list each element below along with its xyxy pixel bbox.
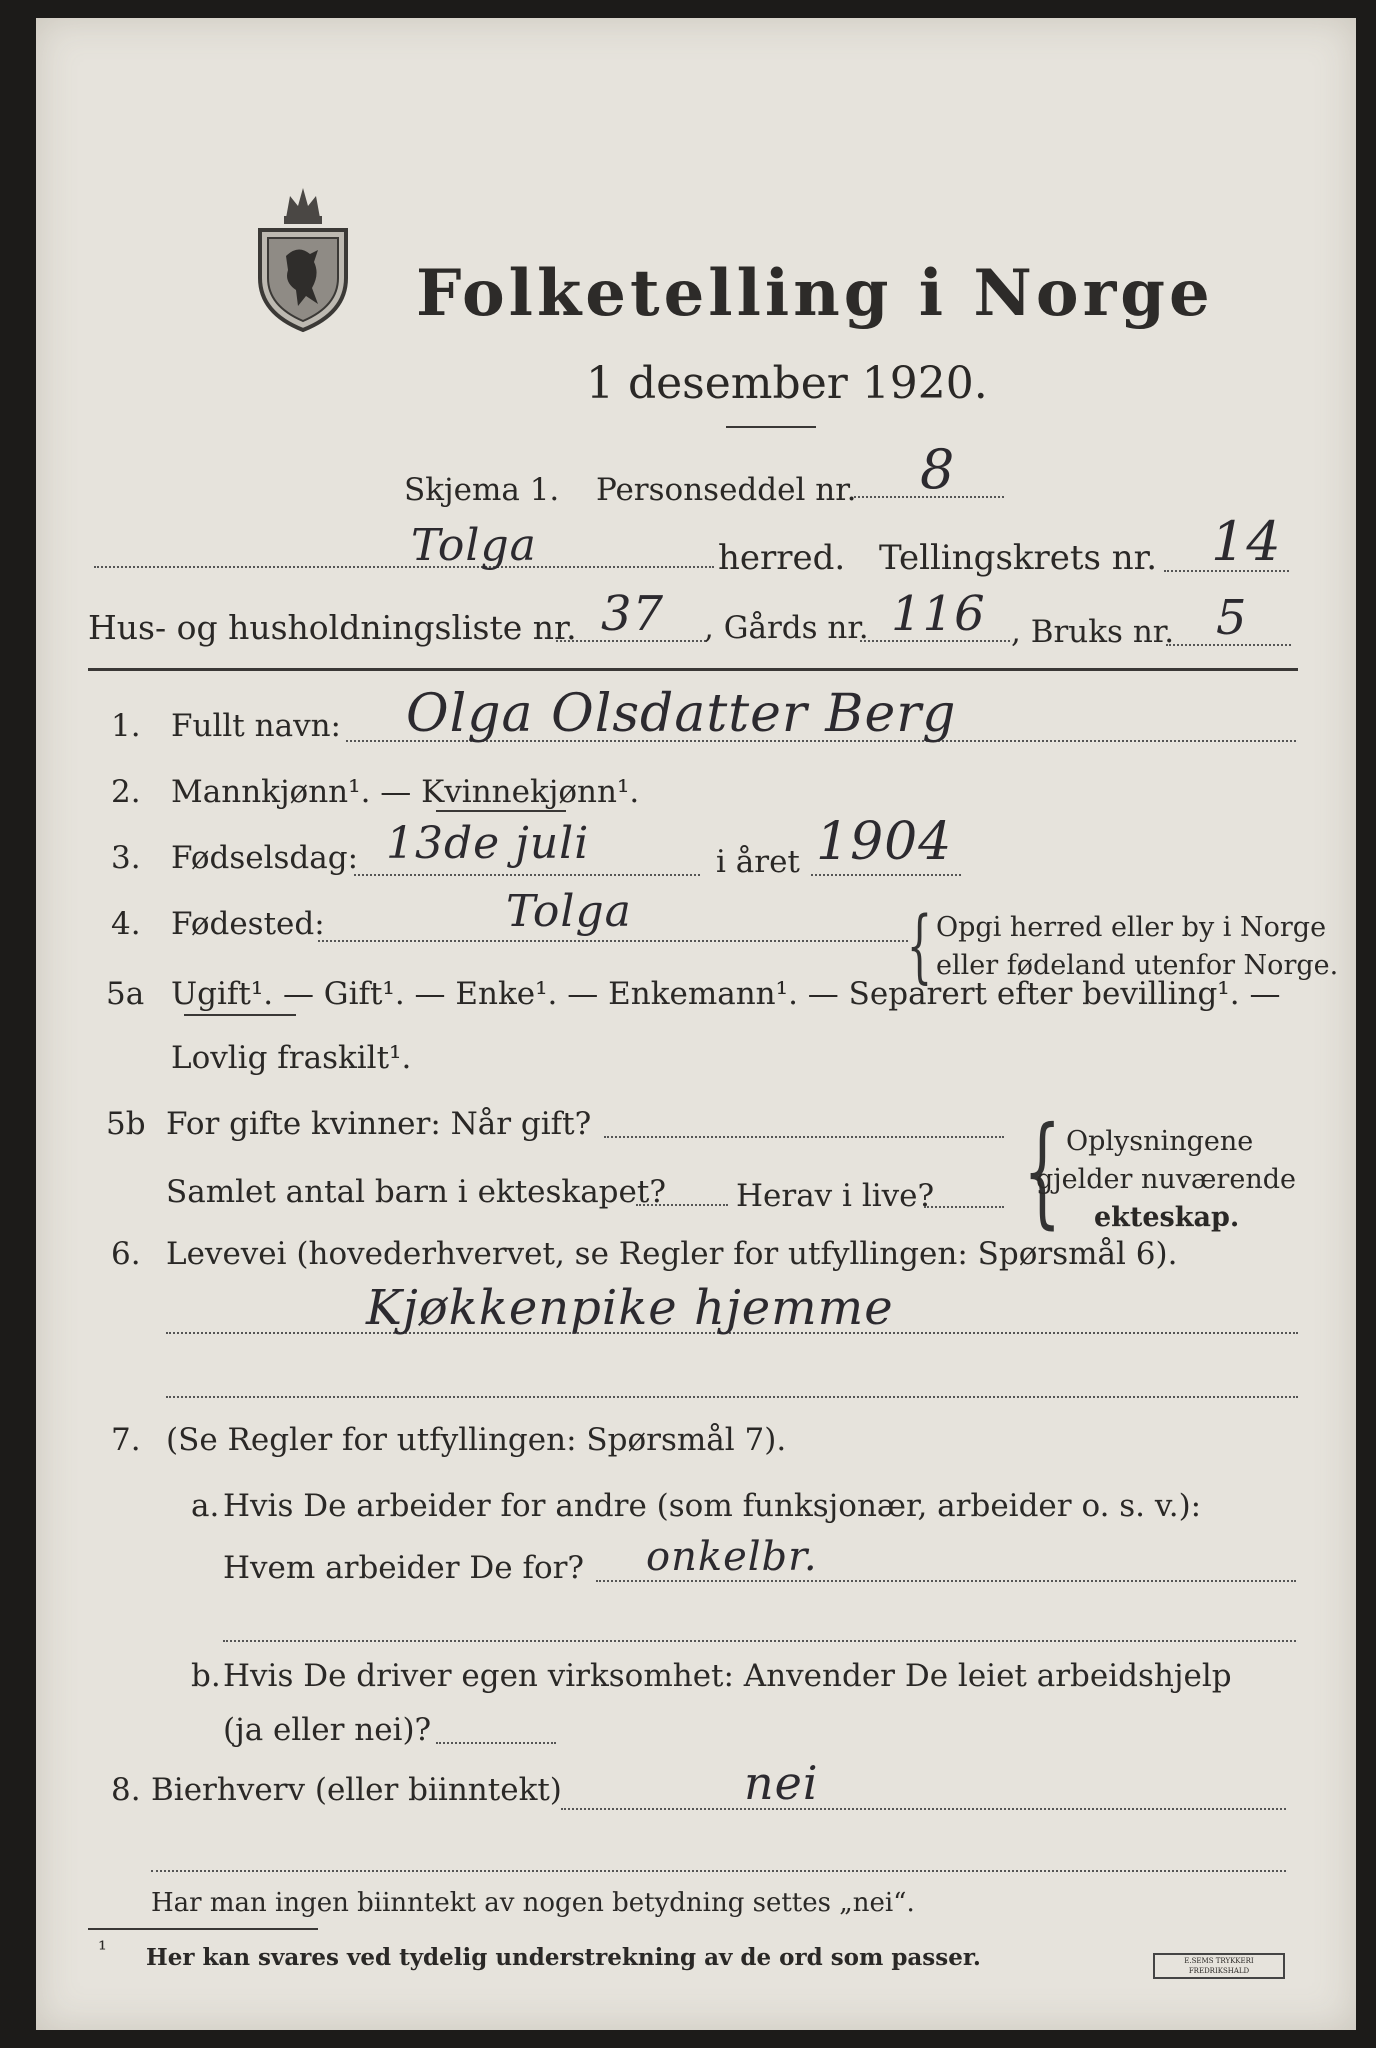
q5b-label: For gifte kvinner: Når gift? [166, 1106, 592, 1142]
q5b-children-line [636, 1204, 728, 1206]
q6-line-2 [166, 1396, 1298, 1398]
printer-stamp: E.SEMS TRYKKERI FREDRIKSHALD [1153, 1953, 1285, 1979]
q3-year-value: 1904 [816, 812, 953, 872]
q7b-label-2: (ja eller nei)? [223, 1712, 432, 1748]
q4-note-brace: { [906, 899, 933, 992]
q4-note-line2: eller fødeland utenfor Norge. [936, 950, 1339, 981]
q6-number: 6. [111, 1236, 141, 1272]
personseddel-value: 8 [920, 438, 956, 501]
herred-line [94, 566, 714, 568]
q7b-line [436, 1742, 556, 1744]
q4-value: Tolga [506, 886, 632, 937]
q5a-label-2: Lovlig fraskilt¹. [171, 1040, 412, 1076]
coat-of-arms-icon [248, 178, 358, 333]
biinntekt-note: Har man ingen biinntekt av nogen betydning settes „nei“. [151, 1888, 915, 1918]
q8-line-2 [151, 1870, 1286, 1872]
q3-year-label: i året [716, 844, 800, 880]
q7a-value: onkelbr. [646, 1534, 818, 1580]
q3-line [354, 874, 700, 876]
q6-label: Levevei (hovederhvervet, se Regler for utfyllingen: Spørsmål 6). [166, 1236, 1178, 1272]
footnote-mark: ¹ [98, 1938, 107, 1963]
husliste-value: 37 [601, 586, 665, 642]
q5b-alive-line [924, 1206, 1004, 1208]
q8-value: nei [744, 1756, 819, 1810]
q5a-underline [184, 1014, 296, 1016]
personseddel-label: Personseddel nr. [596, 472, 857, 508]
q5b-note-line3: ekteskap. [1094, 1202, 1240, 1233]
q8-label: Bierhverv (eller biinntekt) [151, 1772, 562, 1808]
q7a-number: a. [191, 1488, 220, 1524]
gards-label: , Gårds nr. [704, 610, 869, 646]
q7b-label: Hvis De driver egen virksomhet: Anvender De leiet arbeidshjelp [223, 1658, 1232, 1694]
q1-label: Fullt navn: [171, 708, 341, 744]
q7a-line-1 [596, 1580, 1296, 1582]
q4-number: 4. [111, 906, 141, 942]
q6-value: Kjøkkenpike hjemme [366, 1280, 894, 1336]
q4-label: Fødested: [171, 906, 325, 942]
q2-underline [436, 810, 566, 812]
bruks-value: 5 [1216, 590, 1248, 646]
q7a-line-2 [223, 1640, 1296, 1642]
tellingskrets-label: Tellingskrets nr. [879, 538, 1158, 578]
husliste-label: Hus- og husholdningsliste nr. [88, 608, 577, 647]
q5a-number: 5a [106, 976, 145, 1012]
q5a-label: Ugift¹. — Gift¹. — Enke¹. — Enkemann¹. — Separert efter bevilling¹. — [171, 976, 1281, 1012]
q5b-note-line1: Oplysningene [1066, 1126, 1254, 1157]
q5b-children-label: Samlet antal barn i ekteskapet? [166, 1174, 666, 1210]
header-divider [88, 668, 1298, 671]
q7-label: (Se Regler for utfyllingen: Spørsmål 7). [166, 1422, 787, 1458]
tellingskrets-value: 14 [1211, 510, 1282, 573]
herred-label: herred. [718, 538, 846, 578]
q8-number: 8. [111, 1772, 141, 1808]
skjema-label: Skjema 1. [404, 472, 560, 508]
q3-value: 13de juli [386, 818, 590, 869]
q7a-label: Hvis De arbeider for andre (som funksjonær, arbeider o. s. v.): [223, 1488, 1202, 1524]
q8-line-1 [561, 1808, 1286, 1810]
q1-number: 1. [111, 708, 141, 744]
q5b-note-line2: gjelder nuværende [1036, 1164, 1296, 1195]
q4-line [318, 940, 908, 942]
title-divider [726, 426, 816, 428]
gards-value: 116 [891, 586, 986, 642]
q5b-note-brace: { [1023, 1102, 1062, 1241]
q7a-label-2: Hvem arbeider De for? [223, 1550, 585, 1586]
q1-value: Olga Olsdatter Berg [406, 684, 957, 744]
q7b-number: b. [191, 1658, 221, 1694]
form-date: 1 desember 1920. [586, 358, 988, 409]
q2-label: Mannkjønn¹. — Kvinnekjønn¹. [171, 774, 640, 810]
q5b-married-line [604, 1136, 1004, 1138]
bruks-label: , Bruks nr. [1011, 614, 1175, 650]
census-form [36, 18, 1356, 2030]
form-title: Folketelling i Norge [416, 256, 1214, 331]
q2-number: 2. [111, 774, 141, 810]
herred-value: Tolga [411, 520, 537, 571]
footnote-text: Her kan svares ved tydelig understrekning av de ord som passer. [146, 1944, 981, 1971]
q5b-number: 5b [106, 1106, 146, 1142]
q3-year-line [811, 874, 961, 876]
q4-note-line1: Opgi herred eller by i Norge [936, 912, 1327, 943]
q7-number: 7. [111, 1422, 141, 1458]
footnote-divider [88, 1928, 318, 1930]
q5b-alive-label: Herav i live? [736, 1178, 935, 1214]
q3-label: Fødselsdag: [171, 840, 359, 876]
q3-number: 3. [111, 840, 141, 876]
